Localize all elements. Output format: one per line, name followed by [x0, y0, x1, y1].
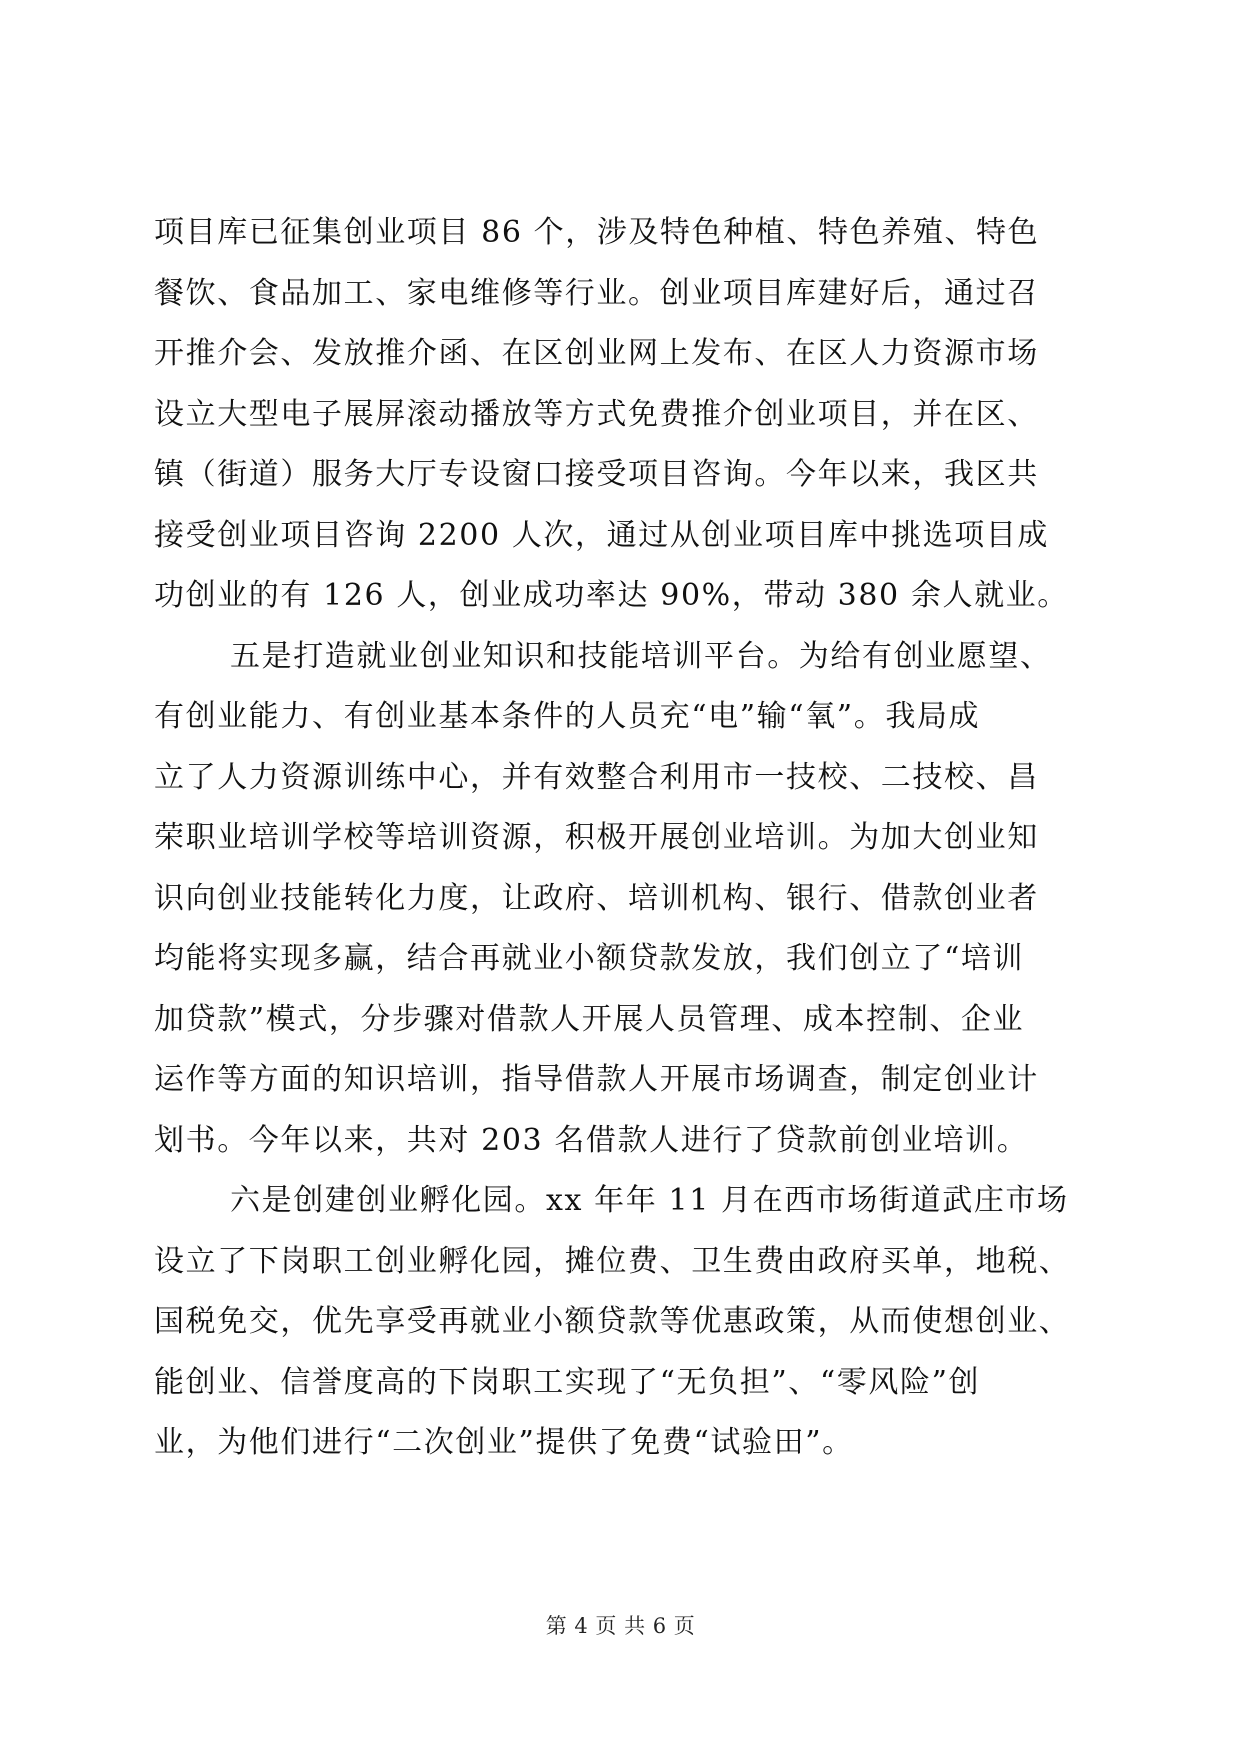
text-line: 项目库已征集创业项目 86 个，涉及特色种植、特色养殖、特色	[154, 215, 1040, 250]
text-line: 设立了下岗职工创业孵化园，摊位费、卫生费由政府买单，地税、	[154, 1243, 1071, 1279]
page-footer: 第 4 页 共 6 页	[545, 1614, 696, 1638]
text-line: 有创业能力、有创业基本条件的人员充“电”输“氧”。我局成	[154, 699, 981, 734]
text-line: 镇（街道）服务大厅专设窗口接受项目咨询。今年以来，我区共	[154, 457, 1039, 492]
paragraph-start-line: 五是打造就业创业知识和技能培训平台。为给有创业愿望、	[230, 638, 1052, 674]
text-line: 立了人力资源训练中心，并有效整合利用市一技校、二技校、昌	[154, 759, 1039, 795]
text-line: 均能将实现多赢，结合再就业小额贷款发放，我们创立了“培训	[154, 941, 1025, 976]
text-line: 运作等方面的知识培训，指导借款人开展市场调查，制定创业计	[154, 1062, 1039, 1097]
text-line: 国税免交，优先享受再就业小额贷款等优惠政策，从而使想创业、	[154, 1304, 1071, 1339]
paragraph-start-line: 六是创建创业孵化园。xx 年年 11 月在西市场街道武庄市场	[230, 1183, 1069, 1218]
text-line: 功创业的有 126 人，创业成功率达 90%，带动 380 余人就业。	[154, 578, 1069, 613]
text-line: 接受创业项目咨询 2200 人次，通过从创业项目库中挑选项目成	[154, 517, 1050, 553]
document-body	[154, 203, 1084, 1474]
text-line: 设立大型电子展屏滚动播放等方式免费推介创业项目，并在区、	[154, 396, 1039, 432]
text-line: 业，为他们进行“二次创业”提供了免费“试验田”。	[154, 1425, 854, 1460]
text-line: 识向创业技能转化力度，让政府、培训机构、银行、借款创业者	[154, 880, 1039, 916]
text-line: 划书。今年以来，共对 203 名借款人进行了贷款前创业培训。	[154, 1122, 1029, 1158]
text-line: 能创业、信誉度高的下岗职工实现了“无负担”、“零风险”创	[154, 1364, 981, 1400]
text-line: 荣职业培训学校等培训资源，积极开展创业培训。为加大创业知	[154, 820, 1039, 855]
text-line: 餐饮、食品加工、家电维修等行业。创业项目库建好后，通过召	[154, 275, 1039, 311]
text-line: 开推介会、发放推介函、在区创业网上发布、在区人力资源市场	[154, 336, 1039, 371]
text-line: 加贷款”模式，分步骤对借款人开展人员管理、成本控制、企业	[154, 1001, 1025, 1037]
